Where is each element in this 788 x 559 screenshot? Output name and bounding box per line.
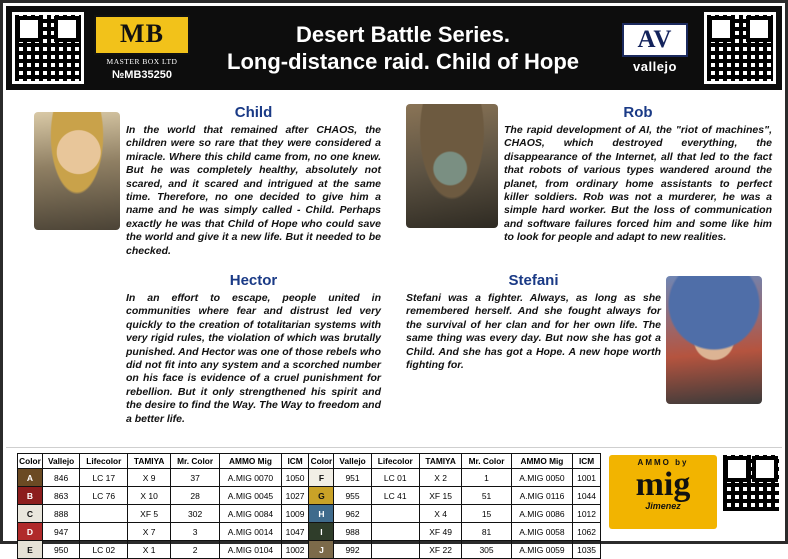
cell-right-0: 988	[334, 523, 371, 541]
color-swatch-j: J	[309, 541, 334, 559]
cell-right-0: 951	[334, 469, 371, 487]
cell-left-3: 302	[170, 505, 219, 523]
bio-name-hector: Hector	[229, 272, 278, 289]
cell-right-2: XF 22	[419, 541, 461, 559]
portrait-rob	[406, 104, 498, 228]
table-header-row	[18, 454, 601, 469]
ammo-mig-text: mig	[635, 466, 691, 503]
th-vallejo-right: Vallejo	[334, 454, 371, 469]
header	[6, 6, 782, 90]
page-title	[190, 21, 616, 75]
color-swatch-i: I	[309, 523, 334, 541]
cell-left-4: A.MIG 0014	[220, 523, 281, 541]
cell-left-1	[80, 505, 128, 523]
bio-stefani	[406, 272, 661, 372]
table-row	[18, 505, 601, 523]
cell-right-0: 962	[334, 505, 371, 523]
cell-right-2: XF 15	[419, 487, 461, 505]
vallejo-mark: AV	[622, 23, 688, 57]
bio-text-rob: The rapid development of AI, the "riot of machines", CHAOS, which destroyed everything, the disappearance of the Internet, all that led to the fact that robots of various types wandered around the planet, from ordinary home assistants to perfect killer soldiers. Rob was not a murderer, he was a simple hard worker. But the loss of communication and software failures forced him and some like him to look for people and adapt to new realities.	[504, 124, 772, 244]
ammo-mig-logo	[609, 455, 717, 529]
cell-left-1: LC 17	[80, 469, 128, 487]
color-swatch-h: H	[309, 505, 334, 523]
color-swatch-g: G	[309, 487, 334, 505]
footer-divider	[6, 447, 782, 448]
title-line-2: Long-distance raid. Child of Hope	[227, 49, 579, 74]
th-vallejo-left: Vallejo	[43, 454, 80, 469]
bio-rob	[504, 104, 772, 245]
vallejo-name: vallejo	[633, 58, 677, 74]
cell-right-1: LC 41	[371, 487, 419, 505]
color-swatch-e: E	[18, 541, 43, 559]
cell-right-2: X 2	[419, 469, 461, 487]
portrait-hector	[32, 280, 120, 402]
cell-left-0: 846	[43, 469, 80, 487]
cell-right-1	[371, 505, 419, 523]
table-row	[18, 523, 601, 541]
bio-name-stefani: Stefani	[508, 272, 559, 289]
master-box-logo	[94, 15, 190, 81]
th-icm-right: ICM	[573, 454, 601, 469]
cell-right-4: A.MIG 0059	[511, 541, 572, 559]
cell-right-2: XF 49	[419, 523, 461, 541]
cell-right-1	[371, 523, 419, 541]
table-body	[18, 469, 601, 559]
cell-right-3: 305	[462, 541, 511, 559]
cell-left-5: 1050	[281, 469, 309, 487]
cell-right-0: 992	[334, 541, 371, 559]
cell-left-2: X 1	[128, 541, 170, 559]
bio-hector	[126, 272, 381, 426]
cell-right-3: 81	[462, 523, 511, 541]
cell-left-3: 3	[170, 523, 219, 541]
cell-left-0: 888	[43, 505, 80, 523]
ammo-top-text: AMMO by	[637, 458, 689, 467]
portrait-stefani	[666, 276, 762, 404]
cell-right-3: 51	[462, 487, 511, 505]
product-code: №MB35250	[112, 69, 172, 81]
qr-code-left-icon	[12, 12, 84, 84]
table-row	[18, 469, 601, 487]
color-swatch-a: A	[18, 469, 43, 487]
cell-left-5: 1027	[281, 487, 309, 505]
cell-left-5: 1047	[281, 523, 309, 541]
bio-name-rob: Rob	[623, 104, 653, 121]
th-lifecolor-right: Lifecolor	[371, 454, 419, 469]
color-swatch-b: B	[18, 487, 43, 505]
cell-left-2: X 9	[128, 469, 170, 487]
portrait-child	[34, 112, 120, 230]
bio-name-child: Child	[234, 104, 273, 121]
color-swatch-f: F	[309, 469, 334, 487]
master-box-subtitle: MASTER BOX LTD	[106, 57, 178, 66]
cell-right-4: A.MIG 0058	[511, 523, 572, 541]
cell-left-1	[80, 523, 128, 541]
cell-left-0: 950	[43, 541, 80, 559]
cell-left-4: A.MIG 0045	[220, 487, 281, 505]
master-box-mark: MB	[94, 15, 190, 55]
cell-right-5: 1062	[573, 523, 601, 541]
cell-left-4: A.MIG 0104	[220, 541, 281, 559]
cell-left-0: 947	[43, 523, 80, 541]
title-line-1: Desert Battle Series.	[296, 22, 510, 47]
cell-left-3: 37	[170, 469, 219, 487]
cell-right-4: A.MIG 0116	[511, 487, 572, 505]
cell-right-5: 1012	[573, 505, 601, 523]
cell-left-5: 1009	[281, 505, 309, 523]
cell-right-4: A.MIG 0050	[511, 469, 572, 487]
th-tamiya-left: TAMIYA	[128, 454, 170, 469]
th-color-right: Color	[309, 454, 334, 469]
cell-left-3: 2	[170, 541, 219, 559]
cell-left-2: X 10	[128, 487, 170, 505]
qr-code-footer-icon	[723, 455, 779, 511]
cell-right-5: 1001	[573, 469, 601, 487]
cell-right-3: 15	[462, 505, 511, 523]
table-row	[18, 487, 601, 505]
cell-left-1: LC 02	[80, 541, 128, 559]
th-ammomig-right: AMMO Mig	[511, 454, 572, 469]
color-swatch-c: C	[18, 505, 43, 523]
color-swatch-d: D	[18, 523, 43, 541]
cell-right-0: 955	[334, 487, 371, 505]
qr-code-right-icon	[704, 12, 776, 84]
cell-right-4: A.MIG 0086	[511, 505, 572, 523]
cell-right-3: 1	[462, 469, 511, 487]
th-icm-left: ICM	[281, 454, 309, 469]
bio-text-child: In the world that remained after CHAOS, the children were so rare that they were considered a miracle. Where this child came from, no one knew. But he was completely healthy, absolutely not scared, and it scared and intrigued at the same time. Therefore, no one decided to give him a name and he was simply called - Child. Perhaps exactly he was that Child of Hope who could save the world and give it a new life. But it needed to be checked.	[126, 124, 381, 257]
cell-left-5: 1002	[281, 541, 309, 559]
cell-left-4: A.MIG 0084	[220, 505, 281, 523]
character-bios	[6, 90, 782, 450]
cell-left-1: LC 76	[80, 487, 128, 505]
cell-right-1	[371, 541, 419, 559]
th-mrcolor-right: Mr. Color	[462, 454, 511, 469]
th-ammomig-left: AMMO Mig	[220, 454, 281, 469]
bio-child	[126, 104, 381, 258]
ammo-sub-text: Jimenez	[645, 501, 681, 511]
cell-right-2: X 4	[419, 505, 461, 523]
th-mrcolor-left: Mr. Color	[170, 454, 219, 469]
table-row	[18, 541, 601, 559]
th-tamiya-right: TAMIYA	[419, 454, 461, 469]
cell-left-3: 28	[170, 487, 219, 505]
bio-text-hector: In an effort to escape, people united in communities where fear and distrust led very quickly to the creation of totalitarian systems with very rigid rules, the violation of which was brutally punished. And Hector was one of those rebels who did not fit into any system and a scorched number on his face is evidence of a cruel punishment for rebellion. But it only strengthened his spirit and the desire to find the Way. The Way to freedom and a better life.	[126, 292, 381, 425]
cell-right-5: 1035	[573, 541, 601, 559]
cell-right-1: LC 01	[371, 469, 419, 487]
cell-left-2: XF 5	[128, 505, 170, 523]
th-lifecolor-left: Lifecolor	[80, 454, 128, 469]
vallejo-logo	[616, 23, 694, 74]
bio-text-stefani: Stefani was a fighter. Always, as long as she remembered herself. And she fought always for the survival of her clan and for her own life. The same thing was every day. But now she has got a Child. And she has got a Hope. A new hope worth fighting for.	[406, 292, 661, 372]
th-color-left: Color	[18, 454, 43, 469]
cell-left-0: 863	[43, 487, 80, 505]
cell-left-4: A.MIG 0070	[220, 469, 281, 487]
cell-left-2: X 7	[128, 523, 170, 541]
paint-conversion-table	[17, 453, 601, 559]
cell-right-5: 1044	[573, 487, 601, 505]
